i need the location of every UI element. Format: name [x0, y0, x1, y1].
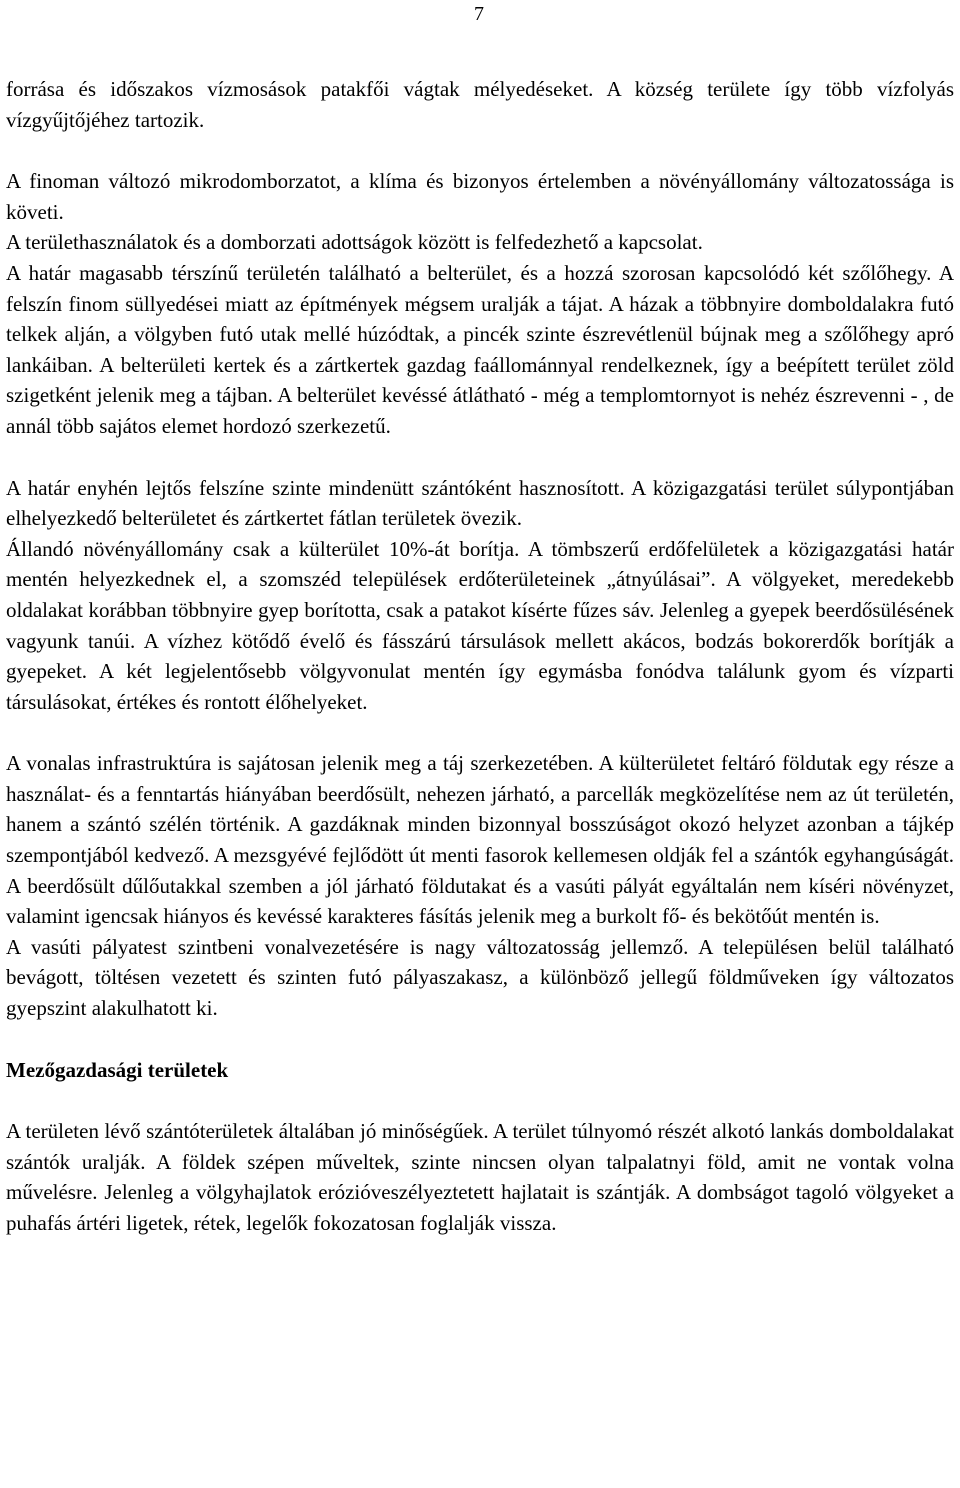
paragraph-built-area: A határ magasabb térszínű területén található a belterület, és a hozzá szorosan kapcsolódó két szőlőhegy. A felszín finom süllyedései miatt az építmények mégsem uralják a tájat. A házak a többnyire domboldalakra futó telkek alján, a völgyben futó utak mellé húzódtak, a pincék szinte észrevétlenül bújnak meg a szőlőhegy apró lankáiban. A belterületi kertek és a zártkertek gazdag faállománnyal rendelkeznek, így a beépített terület zöld szigetként jelenik meg a tájban. A belterület kevéssé átlátható - még a templomtornyot is nehéz észrevenni - , de annál több sajátos elemet hordozó szerkezetű.: [6, 260, 954, 438]
paragraph-intro: forrása és időszakos vízmosások patakfői vágtak mélyedéseket. A község területe így több vízfolyás vízgyűjtőjéhez tartozik.: [6, 77, 954, 132]
paragraph-gap: [6, 135, 954, 166]
paragraph-arable-land: A határ enyhén lejtős felszíne szinte mindenütt szántóként hasznosított. A közigazgatási terület súlypontjában elhelyezkedő belterületet és zártkertet fátlan területek övezik.: [6, 475, 954, 531]
page-number: 7: [474, 3, 484, 25]
document-body: [6, 74, 954, 1239]
paragraph-gap: [6, 717, 954, 748]
paragraph-vegetation: Állandó növényállomány csak a külterület 10%-át borítja. A tömbszerű erdőfelületek a közigazgatási határ mentén helyezkednek el, a szomszéd települések erdőterületeinek „átnyúlásai”. A völgyeket, meredekebb oldalakat korábban többnyire gyep borította, csak a patakot kísérte fűzes sáv. Jelenleg a gyepek beerdősülésének vagyunk tanúi. A vízhez kötődő évelő és fásszárú társulások mellett akácos, bodzás bokorerdők borítják a gyepeket. A két legjelentősebb völgyvonulat mentén így egymásba fonódva találunk gyom és vízparti társulásokat, értékes és rontott élőhelyeket.: [6, 536, 954, 714]
paragraph-gap: [6, 442, 954, 473]
paragraph-infrastructure: A vonalas infrastruktúra is sajátosan jelenik meg a táj szerkezetében. A külterületet feltáró földutak egy része a használat- és a fenntartás hiányában beerdősült, nehezen járható, a parcellák megközelítése nem az út területén, hanem a szántó szélén történik. A gazdáknak minden bizonnyal bosszúságot okozó helyzet azonban a tájkép szempontjából kedvező. A mezsgyévé fejlődött út menti fasorok kellemesen oldják fel a szántók egyhangúságát. A beerdősült dűlőutakkal szemben a jól járható földutakat és a vasúti pályát egyáltalán nem kíséri növényzet, valamint igencsak hiányos és kevéssé karakteres fásítás jelenik meg a burkolt fő- és bekötőút mentén is.: [6, 751, 954, 929]
paragraph-gap: [6, 1024, 954, 1055]
paragraph-gap: [6, 1085, 954, 1116]
section-heading: Mezőgazdasági területek: [6, 1057, 229, 1082]
paragraph-agricultural-areas: A területen lévő szántóterületek általában jó minőségűek. A terület túlnyomó részét alkotó lankás domboldalakat szántók uralják. A földek szépen műveltek, szinte nincsen olyan talpalatnyi föld, amit ne vontak volna művelésre. Jelenleg a völgyhajlatok erózióveszélyeztetett hajlatait is szántják. A dombságot tagoló völgyeket a puhafás ártéri ligetek, rétek, legelők fokozatosan foglalják vissza.: [6, 1119, 954, 1235]
paragraph-microrelief: A finoman változó mikrodomborzatot, a klíma és bizonyos értelemben a növényállomány változatossága is követi.: [6, 169, 954, 224]
paragraph-railway: A vasúti pályatest szintbeni vonalvezetésére is nagy változatosság jellemző. A településen belül található bevágott, töltésen vezetett és szinten futó pályaszakasz, a különböző jellegű földműveken így változatos gyepszint alakulhatott ki.: [6, 934, 954, 1021]
paragraph-land-use: A területhasználatok és a domborzati adottságok között is felfedezhető a kapcsolat.: [6, 230, 703, 255]
